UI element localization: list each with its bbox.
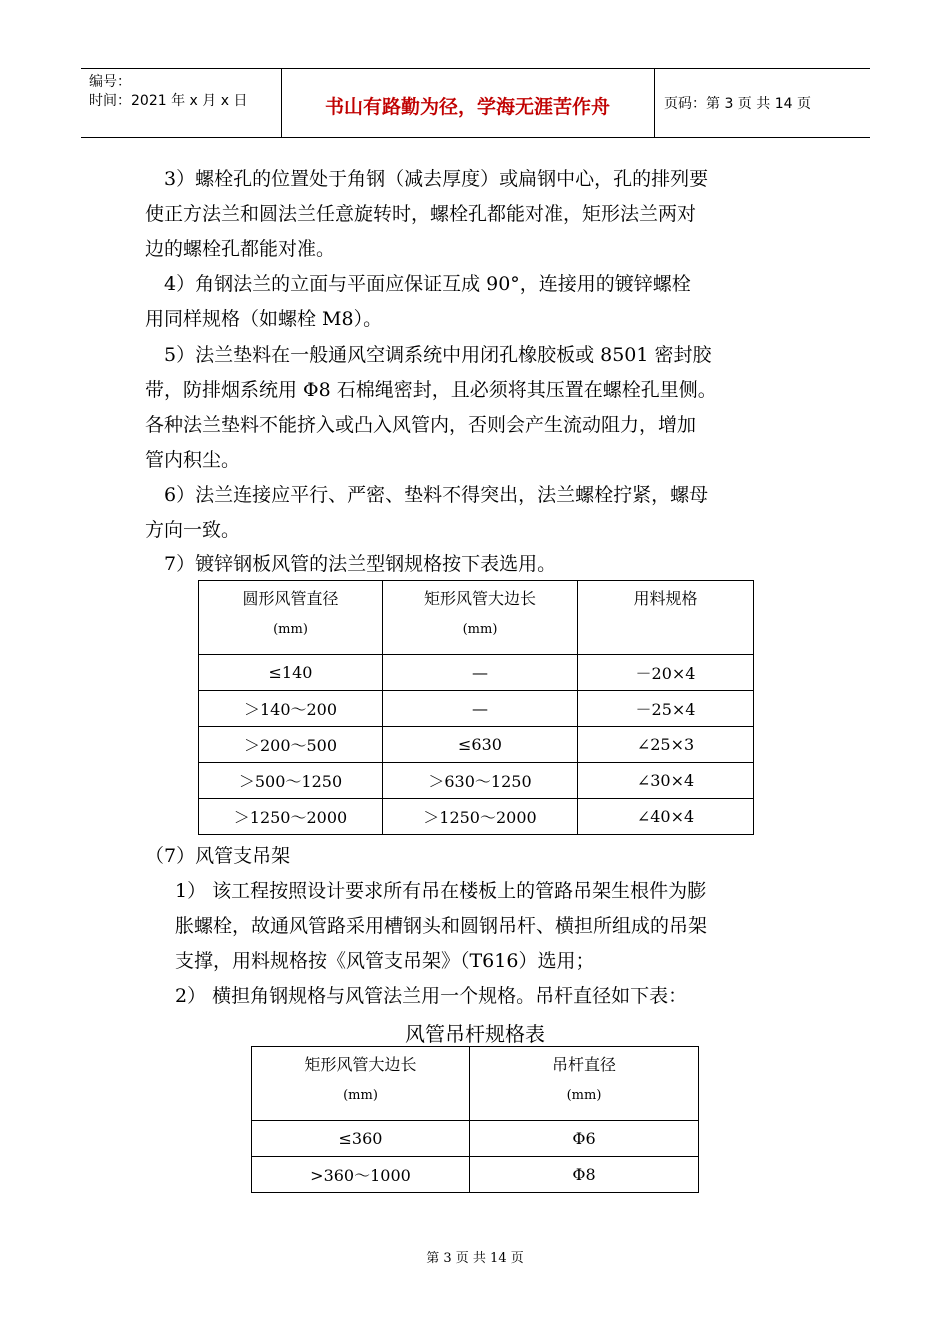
body-line: 胀螺栓，故通风管路采用槽钢头和圆钢吊杆、横担所组成的吊架 [175, 915, 708, 937]
table-cell: — [383, 655, 578, 691]
table-cell: ＞140～200 [199, 691, 383, 727]
header-motto: 书山有路勤为径，学海无涯苦作舟 [324, 96, 610, 118]
table-cell: ＞1250～2000 [383, 799, 578, 835]
table-cell: －20×4 [578, 655, 754, 691]
time-label: 时间：2021 年 x 月 x 日 [89, 93, 248, 109]
body-line: 6）法兰连接应平行、严密、垫料不得突出，法兰螺栓拧紧，螺母 [164, 484, 709, 506]
table-cell: ∠40×4 [578, 799, 754, 835]
table-header-cell: 圆形风管直径 (mm) [199, 581, 383, 655]
body-line: 4）角钢法兰的立面与平面应保证互成 90°，连接用的镀锌螺栓 [164, 273, 691, 295]
table-cell: ＞1250～2000 [199, 799, 383, 835]
body-line: 3）螺栓孔的位置处于角钢（减去厚度）或扁钢中心，孔的排列要 [164, 168, 709, 190]
table-header-row [252, 1047, 699, 1121]
table-cell: ＞500～1250 [199, 763, 383, 799]
table-header-cell: 矩形风管大边长 (mm) [383, 581, 578, 655]
table-cell: ≤140 [199, 655, 383, 691]
table-row [252, 1121, 699, 1157]
table-cell: — [383, 691, 578, 727]
table-header-row [199, 581, 754, 655]
table-row [199, 799, 754, 835]
header-page-number: 页码：第 3 页 共 14 页 [664, 96, 811, 112]
table-cell: ≤630 [383, 727, 578, 763]
header-meta [89, 73, 247, 111]
table-header-cell: 矩形风管大边长 (mm) [252, 1047, 470, 1121]
code-label: 编号： [89, 74, 131, 90]
table-cell: ∠30×4 [578, 763, 754, 799]
body-line: 使正方法兰和圆法兰任意旋转时，螺栓孔都能对准，矩形法兰两对 [145, 203, 697, 225]
page-footer: 第 3 页 共 14 页 [426, 1251, 524, 1266]
table-cell: Φ6 [470, 1121, 699, 1157]
table-row [199, 655, 754, 691]
section-heading: （7）风管支吊架 [145, 845, 291, 867]
body-line: 支撑，用料规格按《风管支吊架》（T616）选用； [175, 950, 595, 972]
page-header [81, 68, 870, 138]
body-line: 各种法兰垫料不能挤入或凸入风管内，否则会产生流动阻力，增加 [145, 414, 697, 436]
body-line: 用同样规格（如螺栓 M8）。 [145, 308, 383, 330]
table-header-cell: 用料规格 [578, 581, 754, 655]
body-line: 5）法兰垫料在一般通风空调系统中用闭孔橡胶板或 8501 密封胶 [164, 344, 712, 366]
hanger-rod-table [251, 1046, 699, 1193]
body-line: 2） 横担角钢规格与风管法兰用一个规格。吊杆直径如下表： [175, 985, 688, 1007]
body-line: 1） 该工程按照设计要求所有吊在楼板上的管路吊架生根件为膨 [175, 880, 707, 902]
table-cell: ≤360 [252, 1121, 470, 1157]
table-cell: Φ8 [470, 1157, 699, 1193]
table-row [252, 1157, 699, 1193]
table-header-cell: 吊杆直径 (mm) [470, 1047, 699, 1121]
table-row [199, 691, 754, 727]
table-cell: ∠25×3 [578, 727, 754, 763]
table-row [199, 763, 754, 799]
table-cell: ＞200～500 [199, 727, 383, 763]
header-divider [654, 69, 655, 137]
table-cell: －25×4 [578, 691, 754, 727]
table-cell: ＞630～1250 [383, 763, 578, 799]
body-line: 7）镀锌钢板风管的法兰型钢规格按下表选用。 [164, 553, 557, 575]
table-cell: >360～1000 [252, 1157, 470, 1193]
body-line: 方向一致。 [145, 519, 241, 541]
body-line: 管内积尘。 [145, 449, 241, 471]
table-row [199, 727, 754, 763]
flange-spec-table [198, 580, 754, 835]
body-line: 边的螺栓孔都能对准。 [145, 238, 336, 260]
body-line: 带，防排烟系统用 Φ8 石棉绳密封，且必须将其压置在螺栓孔里侧。 [145, 379, 717, 401]
table-caption: 风管吊杆规格表 [405, 1022, 545, 1046]
